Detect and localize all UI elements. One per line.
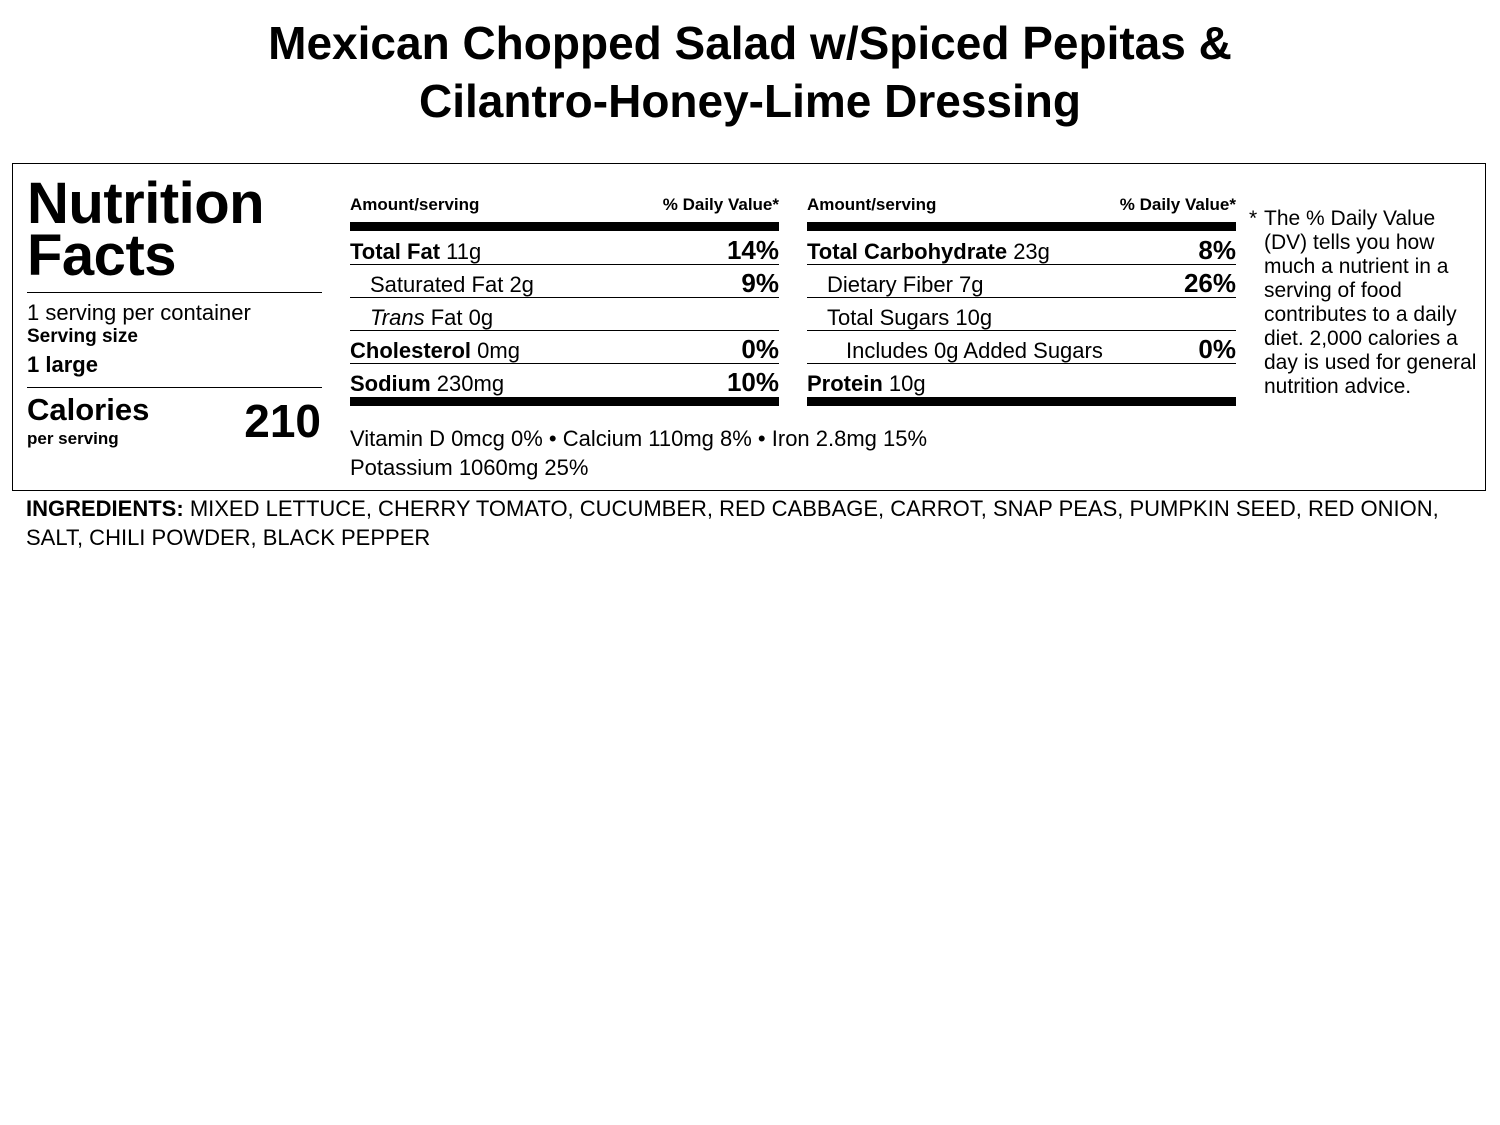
nutrient-row-trans-fat bbox=[350, 298, 779, 331]
vitamins-line2: Potassium 1060mg 25% bbox=[350, 455, 589, 480]
thick-rule bbox=[350, 222, 779, 231]
nutrient-row-total-carbohydrate bbox=[807, 232, 1236, 265]
thick-rule bbox=[807, 397, 1236, 406]
nutrient-row-saturated-fat bbox=[350, 265, 779, 298]
nutrient-dv: 10% bbox=[726, 367, 779, 397]
nutrient-amount: 10g bbox=[888, 371, 926, 396]
ingredients-text: MIXED LETTUCE, CHERRY TOMATO, CUCUMBER, RED CABBAGE, CARROT, SNAP PEAS, PUMPKIN SEED, RED ONION, SALT, CHILI POWDER, BLACK PEPPER bbox=[26, 496, 1439, 550]
nutrient-name: Total Carbohydrate bbox=[807, 239, 1008, 264]
nutrient-dv: 0% bbox=[1198, 334, 1236, 364]
thick-rule bbox=[807, 222, 1236, 231]
nutrient-dv: 26% bbox=[1183, 268, 1236, 298]
nutrient-name: Total Sugars bbox=[827, 305, 950, 330]
nutrient-dv: 0% bbox=[741, 334, 779, 364]
nutrition-facts-panel bbox=[12, 163, 1486, 491]
product-title-line2: Cilantro-Honey-Lime Dressing bbox=[419, 75, 1081, 127]
amount-per-serving-header: Amount/serving bbox=[807, 195, 937, 214]
product-title-line1: Mexican Chopped Salad w/Spiced Pepitas & bbox=[268, 17, 1232, 69]
footnote-text: The % Daily Value (DV) tells you how much a nutrient in a serving of food contributes to a daily diet. 2,000 calories a day is used for general nutrition advice. bbox=[1264, 207, 1477, 398]
calories-value: 210 bbox=[244, 395, 321, 447]
servings-per-container: 1 serving per container bbox=[27, 300, 251, 325]
footnote-asterisk: * bbox=[1249, 207, 1258, 230]
nutrient-dv: 8% bbox=[1198, 235, 1236, 265]
column-header bbox=[350, 195, 779, 215]
nutrient-row-dietary-fiber bbox=[807, 265, 1236, 298]
serving-size-value: 1 large bbox=[27, 352, 98, 377]
nutrient-amount: 10g bbox=[955, 305, 993, 330]
nutrient-amount: 23g bbox=[1013, 239, 1050, 264]
ingredients-label: INGREDIENTS: bbox=[26, 496, 184, 521]
nutrient-name-rest: Fat bbox=[430, 305, 463, 330]
nutrient-amount: 11g bbox=[446, 239, 482, 264]
divider bbox=[27, 387, 322, 388]
nutrient-name: Dietary Fiber bbox=[827, 272, 953, 297]
nutrient-row-total-fat bbox=[350, 232, 779, 265]
serving-size-label: Serving size bbox=[27, 326, 138, 347]
daily-value-header: % Daily Value* bbox=[1119, 195, 1236, 214]
calories-label: Calories bbox=[27, 392, 150, 427]
nutrient-name: Trans bbox=[370, 305, 425, 330]
nutrient-dv: 14% bbox=[726, 235, 779, 265]
product-title bbox=[0, 14, 1500, 130]
nutrient-dv: 9% bbox=[741, 268, 779, 298]
nutrient-name: Includes 0g Added Sugars bbox=[846, 338, 1103, 363]
amount-per-serving-header: Amount/serving bbox=[350, 195, 480, 214]
nutrient-amount: 230mg bbox=[436, 371, 505, 396]
heading-line1: Nutrition bbox=[27, 171, 265, 236]
nutrient-amount: 0g bbox=[468, 305, 494, 330]
thick-rule bbox=[350, 397, 779, 406]
nutrient-row-cholesterol bbox=[350, 331, 779, 364]
vitamins-line1: Vitamin D 0mcg 0% • Calcium 110mg 8% • Iron 2.8mg 15% bbox=[350, 426, 928, 451]
heading-line2: Facts bbox=[27, 223, 177, 288]
nutrient-amount: 7g bbox=[959, 272, 984, 297]
nutrient-amount: 2g bbox=[509, 272, 534, 297]
nutrition-facts-heading bbox=[27, 171, 265, 288]
vitamins-minerals bbox=[350, 424, 927, 482]
nutrient-row-total-sugars bbox=[807, 298, 1236, 331]
nutrient-name: Protein bbox=[807, 371, 883, 396]
ingredients-statement bbox=[26, 494, 1476, 552]
daily-value-header: % Daily Value* bbox=[662, 195, 779, 214]
nutrient-name: Sodium bbox=[350, 371, 431, 396]
nutrient-column-right bbox=[807, 164, 1236, 414]
nutrient-name: Cholesterol bbox=[350, 338, 472, 363]
calories-per-serving-label: per serving bbox=[27, 429, 119, 448]
nutrient-name: Total Fat bbox=[350, 239, 441, 264]
nutrient-row-sodium bbox=[350, 364, 779, 396]
nutrient-column-left bbox=[350, 164, 779, 414]
nutrient-name: Saturated Fat bbox=[370, 272, 504, 297]
nutrient-row-added-sugars bbox=[807, 331, 1236, 364]
divider bbox=[27, 292, 322, 293]
nutrient-amount: 0mg bbox=[477, 338, 520, 363]
column-header bbox=[807, 195, 1236, 215]
nutrient-row-protein bbox=[807, 364, 1236, 396]
